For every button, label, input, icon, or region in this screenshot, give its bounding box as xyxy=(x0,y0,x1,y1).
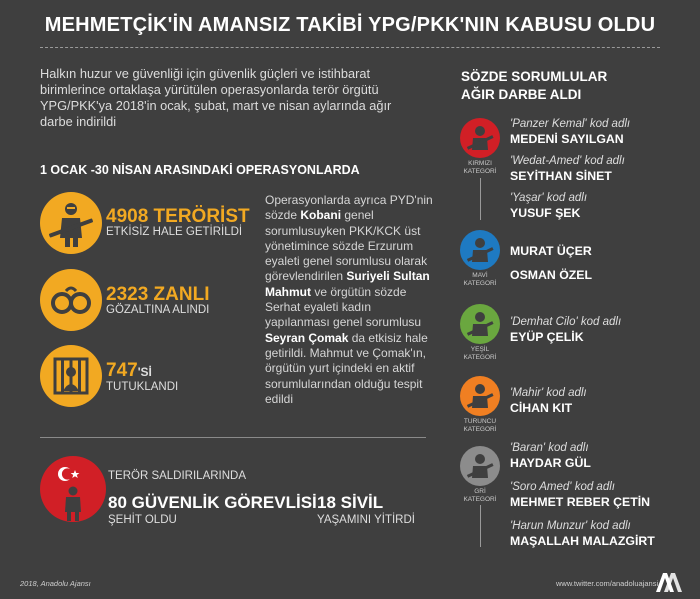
civilians-count: 18 SİVİL xyxy=(317,493,384,512)
blue-category-name: MAVİ xyxy=(472,272,488,279)
person-code: 'Panzer Kemal' kod adlı xyxy=(510,118,631,130)
arrested-number: 747 xyxy=(106,360,138,381)
green-category-icon xyxy=(460,304,500,344)
green-category-name: YEŞİL xyxy=(470,346,490,353)
armed-terrorist-icon xyxy=(40,192,102,254)
arrested-label: TUTUKLANDI xyxy=(106,381,179,393)
explanation-text-1: Operasyonlarda ayrıca PYD'nin sözde xyxy=(265,193,433,223)
soldiers-count: 80 GÜVENLİK GÖREVLİSİ xyxy=(108,493,317,512)
orange-category-label xyxy=(457,418,503,434)
gray-category-label xyxy=(457,488,503,504)
person-code: 'Harun Munzur' kod adlı xyxy=(510,520,631,532)
person-name: CİHAN KIT xyxy=(510,401,573,415)
person-code: 'Baran' kod adlı xyxy=(510,442,589,454)
gray-category-name: GRİ xyxy=(474,488,486,495)
person-name: MAŞALLAH MALAZGİRT xyxy=(510,534,655,548)
person-name: MEHMET REBER ÇETİN xyxy=(510,495,651,509)
title-divider xyxy=(40,47,660,48)
red-category-icon xyxy=(460,118,500,158)
arrested-count xyxy=(106,360,152,382)
page-title: MEHMETÇİK'İN AMANSIZ TAKİBİ YPG/PKK'NIN KABUSU OLDU xyxy=(44,14,656,36)
explanation-text-3: ve örgütün sözde Serhat eyaleti kadın yapılanması genel sorumlusu xyxy=(265,284,422,330)
attacks-heading: TERÖR SALDIRILARINDA xyxy=(108,470,247,482)
orange-category-word: KATEGORİ xyxy=(463,426,497,433)
section-divider xyxy=(40,437,426,438)
red-category-label xyxy=(457,160,503,176)
explanation-bold-3: Seyran Çomak xyxy=(265,330,349,345)
explanation-bold-2: Suriyeli Sultan Mahmut xyxy=(265,269,430,299)
blue-category-label xyxy=(457,272,503,288)
turkish-flag-soldier-icon xyxy=(40,456,106,522)
responsible-heading-line1: SÖZDE SORUMLULAR xyxy=(461,69,608,84)
blue-category-icon xyxy=(460,230,500,270)
person-code: 'Demhat Cilo' kod adlı xyxy=(510,316,622,328)
person-code: 'Soro Amed' kod adlı xyxy=(510,481,615,493)
handcuffs-icon xyxy=(40,269,102,331)
civilians-label: YAŞAMINI YİTİRDİ xyxy=(317,514,415,526)
red-category-word: KATEGORİ xyxy=(463,168,497,175)
twitter-link[interactable]: www.twitter.com/anadoluajansi xyxy=(556,579,659,588)
orange-category-icon xyxy=(460,376,500,416)
red-category-name: KIRMIZI xyxy=(468,160,492,167)
gray-category-icon xyxy=(460,446,500,486)
neutralized-label: ETKİSİZ HALE GETİRİLDİ xyxy=(106,226,243,238)
responsible-heading xyxy=(461,68,681,104)
operations-heading: 1 OCAK -30 NİSAN ARASINDAKİ OPERASYONLARDA xyxy=(40,163,360,177)
explanation-text-4: da etkisiz hale getirildi. Mahmut ve Çomak'ın, örgütün yurt içindeki en aktif sorumlularından olduğu tespit edildi xyxy=(265,330,428,406)
person-code: 'Mahir' kod adlı xyxy=(510,387,587,399)
person-name: SEYİTHAN SİNET xyxy=(510,169,612,183)
person-name: EYÜP ÇELİK xyxy=(510,330,584,344)
soldiers-label: ŞEHİT OLDU xyxy=(108,514,177,526)
explanation-bold-1: Kobani xyxy=(300,208,342,223)
gray-category-connector xyxy=(480,505,481,547)
responsible-heading-line2: AĞIR DARBE ALDI xyxy=(461,87,582,102)
person-code: 'Wedat-Amed' kod adlı xyxy=(510,155,625,167)
copyright: 2018, Anadolu Ajansı xyxy=(20,579,91,588)
person-code: 'Yaşar' kod adlı xyxy=(510,192,588,204)
intro-text: Halkın huzur ve güvenliği için güvenlik güçleri ve istihbarat birimlerince ortaklaşa yürütülen operasyonlarda terör örgütü YPG/PKK'ya 2018'in ocak, şubat, mart ve nisan aylarında ağır darbe indirildi xyxy=(40,66,392,129)
person-name: YUSUF ŞEK xyxy=(510,206,581,220)
neutralized-count: 4908 TERÖRİST xyxy=(106,206,250,227)
detained-label: GÖZALTINA ALINDI xyxy=(106,304,210,316)
green-category-word: KATEGORİ xyxy=(463,354,497,361)
blue-category-word: KATEGORİ xyxy=(463,280,497,287)
detained-count: 2323 ZANLI xyxy=(106,284,210,305)
red-category-connector xyxy=(480,178,481,220)
person-name: OSMAN ÖZEL xyxy=(510,268,592,282)
explanation-text-2: genel sorumlusuyken PKK/KCK üst yönetimince sözde Erzurum eyaleti genel sorumlusu olarak görevlendirilen xyxy=(265,208,428,284)
green-category-label xyxy=(457,346,503,362)
person-name: MEDENİ SAYILGAN xyxy=(510,132,624,146)
person-name: MURAT ÜÇER xyxy=(510,244,592,258)
operations-explanation xyxy=(265,193,433,407)
orange-category-name: TURUNCU xyxy=(463,418,497,425)
person-name: HAYDAR GÜL xyxy=(510,456,591,470)
arrested-suffix: 'Sİ xyxy=(137,365,152,379)
gray-category-word: KATEGORİ xyxy=(463,496,497,503)
prison-bars-icon xyxy=(40,345,102,407)
anadolu-agency-logo xyxy=(654,570,682,594)
